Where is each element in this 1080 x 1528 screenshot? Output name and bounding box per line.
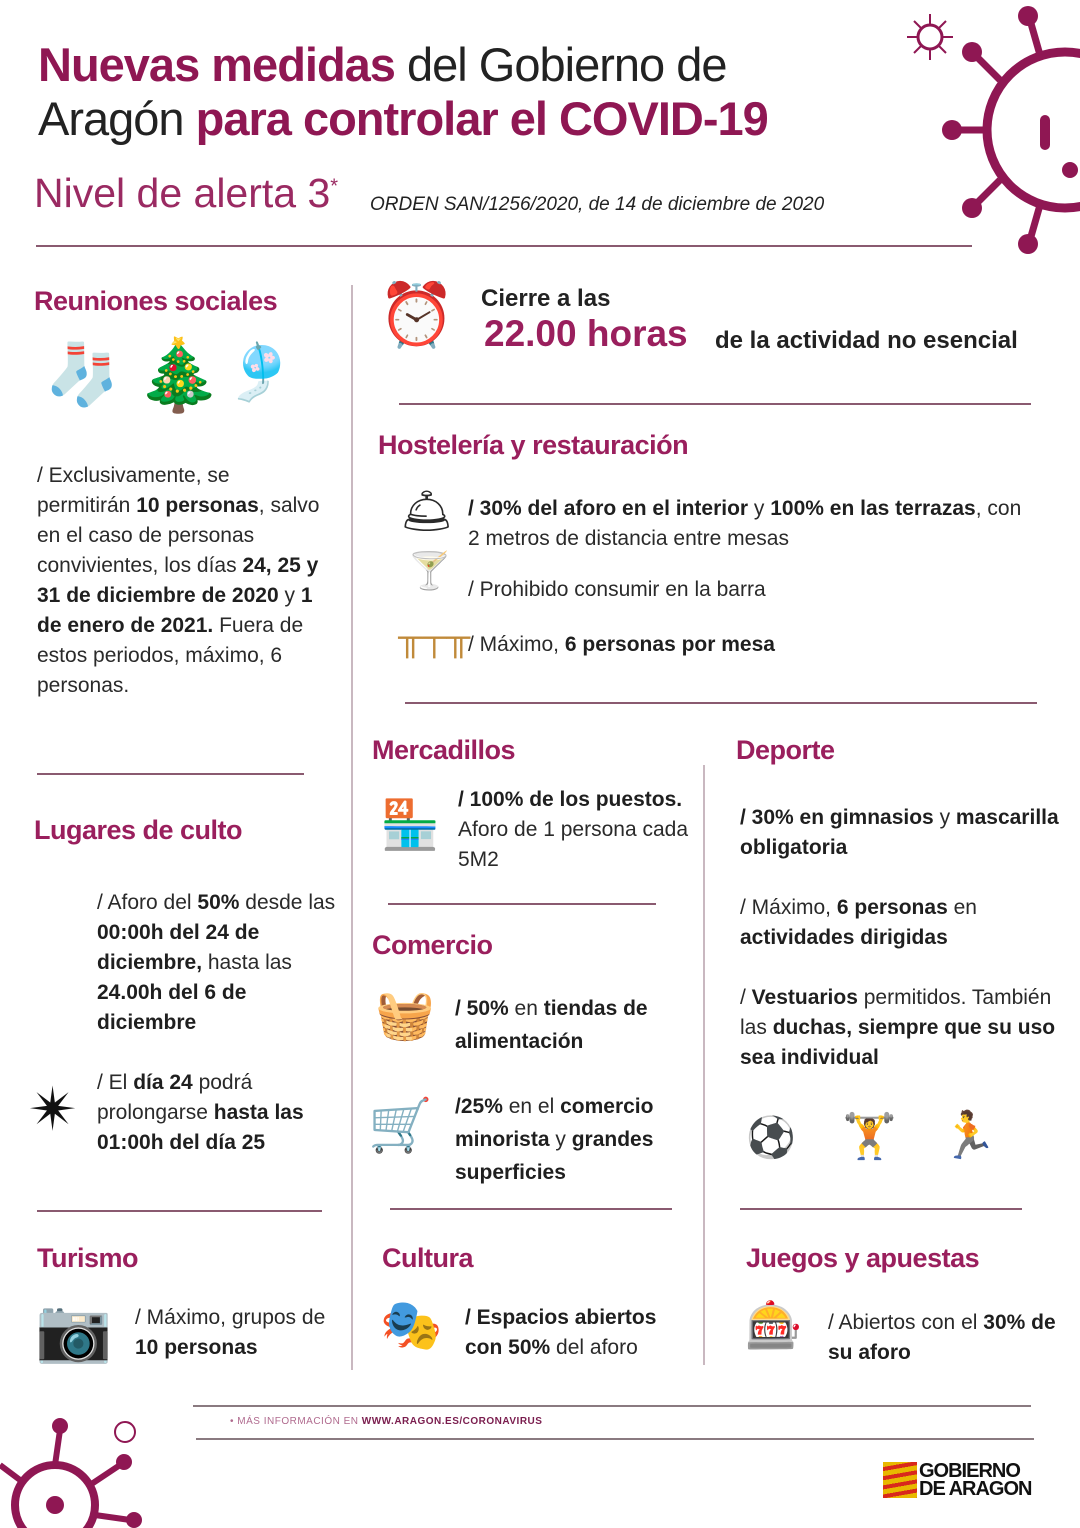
- bold-text: 10 personas: [136, 494, 259, 517]
- bold-text: mascarilla obligatoria: [740, 806, 1059, 859]
- theater-masks-icon: 🎭: [380, 1297, 443, 1353]
- text-segment: /: [740, 986, 752, 1009]
- section-title-juegos: Juegos y apuestas: [746, 1243, 980, 1273]
- market-stall-icon: 🏪: [380, 799, 440, 852]
- column-divider: [351, 285, 353, 1370]
- divider: [388, 903, 656, 905]
- column-divider: [703, 765, 705, 1365]
- alert-asterisk: *: [330, 175, 339, 198]
- deporte-item-2: [740, 893, 1060, 953]
- text-segment: / Máximo,: [740, 896, 837, 919]
- text-segment: permitidos. También las: [740, 986, 1052, 1039]
- title-part3: Aragón: [38, 92, 196, 145]
- header-divider: [36, 245, 972, 247]
- bold-text: comercio minorista: [455, 1095, 654, 1151]
- table-chairs-icon: ╥┬╥: [398, 618, 471, 656]
- divider: [37, 1210, 322, 1212]
- section-title-comercio: Comercio: [372, 930, 493, 960]
- camera-icon: 📷: [35, 1296, 113, 1365]
- text-segment: y: [549, 1128, 572, 1151]
- hosteleria-item-1: [468, 494, 1038, 554]
- deporte-item-3: [740, 983, 1060, 1073]
- text-segment: Aforo de 1 persona cada 5M2: [458, 818, 688, 871]
- text-segment: del aforo: [550, 1336, 638, 1359]
- grocery-basket-icon: 🧺: [375, 989, 435, 1042]
- juegos-text: [828, 1308, 1058, 1368]
- hosteleria-item-3: [468, 630, 1028, 660]
- text-segment: desde las: [239, 891, 336, 914]
- text-segment: en: [508, 997, 544, 1020]
- small-virus-icon: [905, 12, 955, 62]
- culto-text-2: [97, 1068, 337, 1158]
- more-info: • MÁS INFORMACIÓN EN WWW.ARAGON.ES/CORONAVIRUS: [230, 1416, 543, 1427]
- bold-text: / 100% de los puestos.: [458, 788, 683, 811]
- section-title-reuniones: Reuniones sociales: [34, 286, 278, 316]
- page-title: [38, 38, 768, 146]
- title-part1: Nuevas medidas: [38, 38, 395, 91]
- text-segment: , con 2 metros de distancia entre mesas: [468, 497, 1022, 550]
- bold-text: tiendas de alimentación: [455, 997, 648, 1053]
- bold-text: / 30% en gimnasios: [740, 806, 934, 829]
- text-segment: / Prohibido consumir en la barra: [468, 578, 766, 601]
- order-reference: ORDEN SAN/1256/2020, de 14 de diciembre de 2020: [370, 194, 825, 215]
- bold-text: 10 personas: [135, 1336, 258, 1359]
- text-segment: y: [278, 584, 301, 607]
- gobierno-aragon-logo: [883, 1462, 1031, 1498]
- text-segment: podrá prolongarse: [97, 1071, 253, 1124]
- bold-text: Vestuarios: [751, 986, 858, 1009]
- section-title-turismo: Turismo: [37, 1243, 139, 1273]
- section-title-deporte: Deporte: [736, 735, 835, 765]
- casino-chips-icon: 🎰: [745, 1299, 803, 1351]
- section-title-cultura: Cultura: [382, 1243, 473, 1273]
- section-title-culto: Lugares de culto: [34, 815, 243, 845]
- bold-text: día 24: [133, 1071, 193, 1094]
- mercadillos-text: [458, 785, 688, 875]
- title-part2: del Gobierno de: [394, 38, 727, 91]
- alert-level: [34, 170, 338, 217]
- more-info-link[interactable]: WWW.ARAGON.ES/CORONAVIRUS: [361, 1416, 543, 1427]
- bold-text: 24.00h del 6 de diciembre: [97, 981, 247, 1034]
- turismo-text: [135, 1303, 345, 1363]
- bold-text: 50%: [197, 891, 240, 914]
- cultura-text: [465, 1303, 695, 1363]
- hosteleria-item-2: [468, 575, 1028, 605]
- bold-text: 24, 25 y 31 de diciembre de 2020: [37, 554, 319, 607]
- section-title-mercadillos: Mercadillos: [372, 735, 516, 765]
- comercio-item-2: [455, 1090, 700, 1189]
- shopping-cart-icon: 🛒: [368, 1097, 433, 1155]
- text-segment: y: [748, 497, 771, 520]
- bold-text: 00:00h del 24 de diciembre,: [97, 921, 260, 974]
- alert-level-text: Nivel de alerta 3: [34, 170, 331, 216]
- bold-text: /25%: [455, 1095, 503, 1118]
- bold-text: 30% de su aforo: [828, 1311, 1056, 1364]
- closing-suffix: de la actividad no esencial: [715, 327, 1018, 354]
- bold-text: duchas, siempre que su uso sea individual: [740, 1016, 1056, 1069]
- text-segment: en: [947, 896, 977, 919]
- bold-text: / 30% del aforo en el interior: [468, 497, 749, 520]
- cocktail-icon: 🍸: [407, 550, 452, 591]
- reuniones-text: [37, 461, 327, 701]
- alarm-clock-icon: ⏰: [378, 281, 456, 350]
- text-segment: , salvo en el caso de personas convivientes, los días: [37, 494, 320, 577]
- bold-text: 6 personas: [836, 896, 948, 919]
- closing-label: Cierre a las: [481, 285, 611, 312]
- logo-line2: DE ARAGON: [919, 1478, 1032, 1500]
- text-segment: en el: [502, 1095, 561, 1118]
- bold-text: 6 personas por mesa: [564, 633, 775, 656]
- divider: [399, 403, 1031, 405]
- bold-text: 100% en las terrazas: [770, 497, 976, 520]
- divider: [405, 702, 1037, 704]
- logo-line1: GOBIERNO: [919, 1460, 1020, 1482]
- culto-text-1: [97, 888, 347, 1038]
- cloche-icon: 🛎: [400, 487, 454, 534]
- stocking-icon: 🧦: [45, 341, 120, 408]
- text-segment: / Máximo,: [468, 633, 565, 656]
- text-segment: / El: [97, 1071, 134, 1094]
- divider: [390, 1208, 672, 1210]
- bold-text: / 50%: [455, 997, 509, 1020]
- text-segment: / Máximo, grupos de: [135, 1306, 326, 1329]
- more-info-label: MÁS INFORMACIÓN EN: [237, 1416, 362, 1427]
- bold-text: actividades dirigidas: [740, 926, 948, 949]
- divider: [740, 1208, 1022, 1210]
- footer-divider-top: [193, 1405, 1031, 1407]
- bold-text: / Espacios abiertos con 50%: [465, 1306, 657, 1359]
- soccer-ball-icon: ⚽: [746, 1116, 796, 1160]
- text-segment: hasta las: [202, 951, 292, 974]
- text-segment: Fuera de estos periodos, máximo, 6 personas.: [37, 614, 304, 697]
- title-part4: para controlar el COVID-19: [195, 92, 768, 145]
- christmas-tree-icon: 🎄: [135, 336, 223, 414]
- text-segment: y: [933, 806, 956, 829]
- bold-text: hasta las 01:00h del día 25: [97, 1101, 304, 1154]
- ornaments-icon: 🎐: [225, 341, 294, 403]
- text-segment: / Abiertos con el: [828, 1311, 984, 1334]
- divider: [37, 773, 304, 775]
- runner-icon: 🏃: [940, 1109, 998, 1161]
- text-segment: / Aforo del: [97, 891, 198, 914]
- footer-divider-bottom: [196, 1438, 1034, 1440]
- closing-time: 22.00 horas: [484, 313, 688, 354]
- text-segment: / Exclusivamente, se permitirán: [37, 464, 230, 517]
- comercio-item-1: [455, 992, 695, 1058]
- sparkle-icon: ✴: [28, 1076, 79, 1143]
- virus-decoration-bottom-icon: [0, 1410, 150, 1528]
- bold-text: 1 de enero de 2021.: [37, 584, 313, 637]
- section-title-hosteleria: Hostelería y restauración: [378, 430, 689, 460]
- deporte-item-1: [740, 803, 1060, 863]
- bold-text: grandes superficies: [455, 1128, 654, 1184]
- weightlifter-icon: 🏋: [842, 1112, 897, 1161]
